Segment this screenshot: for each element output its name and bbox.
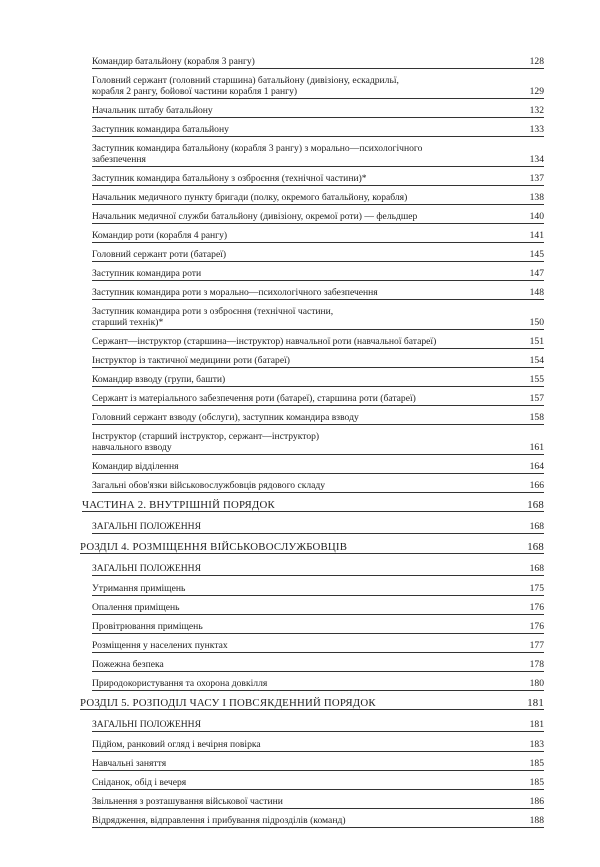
- toc-entry-title: Головний сержант (головний старшина) батальйону (дивізіону, ескадрильї,: [92, 75, 399, 86]
- toc-entry-title: Звільнення з розташування військової частини: [92, 796, 283, 807]
- toc-leader-line: [92, 770, 544, 771]
- toc-entry-title: Заступник командира роти: [92, 268, 202, 279]
- toc-page-number: 178: [529, 659, 544, 670]
- toc-page-number: 176: [529, 602, 544, 613]
- toc-leader-line: [92, 280, 544, 281]
- toc-page-number: 157: [529, 393, 544, 404]
- toc-page-number: 151: [529, 336, 544, 347]
- toc-leader-line: [92, 299, 544, 300]
- toc-entry[interactable]: [0, 541, 600, 563]
- toc-entry-title: Відрядження, відправлення і прибування підрозділів (команд): [92, 815, 346, 826]
- toc-entry-title: Сержант із матеріального забезпечення роти (батареї), старшина роти (батареї): [92, 393, 416, 404]
- toc-leader-line: [92, 424, 544, 425]
- toc-entry-title: Сержант—інструктор (старшина—інструктор) навчальної роти (навчальної батареї): [92, 336, 437, 347]
- toc-entry[interactable]: [0, 719, 600, 739]
- toc-page-number: 164: [529, 461, 544, 472]
- toc-leader-line: [92, 652, 544, 653]
- toc-leader-line: [92, 614, 544, 615]
- toc-entry-title: Провітрювання приміщень: [92, 621, 203, 632]
- toc-entry[interactable]: [0, 412, 600, 431]
- toc-entry[interactable]: [0, 640, 600, 659]
- toc-page-number: 154: [529, 355, 544, 366]
- toc-entry-title: Головний сержант роти (батареї): [92, 249, 227, 260]
- toc-page-number: 161: [529, 442, 544, 453]
- toc-entry[interactable]: [0, 105, 600, 124]
- toc-leader-line: [92, 731, 544, 732]
- toc-entry[interactable]: [0, 393, 600, 412]
- toc-entry[interactable]: [0, 815, 600, 834]
- toc-leader-line: [92, 98, 544, 99]
- toc-leader-line: [92, 575, 544, 576]
- toc-leader-line: [92, 367, 544, 368]
- toc-page-number: 138: [529, 192, 544, 203]
- toc-entry[interactable]: [0, 56, 600, 75]
- toc-entry-title: ЗАГАЛЬНІ ПОЛОЖЕННЯ: [92, 719, 201, 730]
- toc-page-number: 137: [529, 173, 544, 184]
- toc-page-number: 155: [529, 374, 544, 385]
- toc-leader-line: [80, 553, 544, 554]
- toc-page-number: 145: [529, 249, 544, 260]
- toc-entry[interactable]: [0, 211, 600, 230]
- toc-leader-line: [92, 789, 544, 790]
- toc-entry[interactable]: [0, 336, 600, 355]
- toc-entry-title: Інструктор із тактичної медицини роти (батареї): [92, 355, 290, 366]
- toc-entry-title: забезпечення: [92, 154, 146, 165]
- toc-page-number: 183: [529, 739, 544, 750]
- toc-entry[interactable]: [0, 173, 600, 192]
- toc-entry-title: Заступник командира роти з морально—психологічного забезпечення: [92, 287, 378, 298]
- toc-entry[interactable]: [0, 583, 600, 602]
- toc-page-number: 168: [527, 541, 544, 553]
- toc-leader-line: [92, 690, 544, 691]
- toc-leader-line: [92, 751, 544, 752]
- toc-entry[interactable]: [0, 268, 600, 287]
- toc-leader-line: [92, 166, 544, 167]
- toc-page-number: 168: [527, 499, 544, 511]
- toc-entry-title: ЧАСТИНА 2. ВНУТРІШНІЙ ПОРЯДОК: [82, 499, 275, 511]
- toc-entry[interactable]: [0, 249, 600, 268]
- toc-leader-line: [92, 185, 544, 186]
- toc-page-number: 176: [529, 621, 544, 632]
- toc-page-number: 147: [529, 268, 544, 279]
- toc-leader-line: [92, 671, 544, 672]
- toc-entry-title: Утримання приміщень: [92, 583, 186, 594]
- toc-page-number: 132: [529, 105, 544, 116]
- toc-page-number: 185: [529, 758, 544, 769]
- toc-page-number: 177: [529, 640, 544, 651]
- toc-page-number: 181: [527, 697, 544, 709]
- toc-leader-line: [92, 386, 544, 387]
- toc-entry[interactable]: [0, 563, 600, 583]
- toc-entry-title: корабля 2 рангу, бойової частини корабля 1 рангу): [92, 86, 298, 97]
- toc-leader-line: [92, 473, 544, 474]
- toc-leader-line: [92, 329, 544, 330]
- toc-leader-line: [92, 261, 544, 262]
- toc-page-number: 140: [529, 211, 544, 222]
- toc-page-number: 168: [529, 563, 544, 574]
- toc-entry-title: Підйом, ранковий огляд і вечірня повірка: [92, 739, 261, 750]
- toc-page-number: 133: [529, 124, 544, 135]
- toc-entry[interactable]: [0, 777, 600, 796]
- toc-entry-title: Інструктор (старший інструктор, сержант—інструктор): [92, 431, 320, 442]
- toc-leader-line: [92, 492, 544, 493]
- toc-page-number: 128: [529, 56, 544, 67]
- toc-page-number: 185: [529, 777, 544, 788]
- toc-entry-title: Пожежна безпека: [92, 659, 164, 670]
- toc-entry[interactable]: [0, 461, 600, 480]
- toc-page-number: 168: [529, 521, 544, 532]
- toc-page-number: 141: [529, 230, 544, 241]
- toc-entry[interactable]: [0, 697, 600, 719]
- toc-leader-line: [92, 533, 544, 534]
- toc-leader-line: [92, 405, 544, 406]
- toc-entry[interactable]: [0, 659, 600, 678]
- toc-page-number: 181: [529, 719, 544, 730]
- toc-entry[interactable]: [0, 602, 600, 621]
- toc-entry-title: Опалення приміщень: [92, 602, 180, 613]
- toc-entry-title: Командир відділення: [92, 461, 179, 472]
- toc-entry-title: Головний сержант взводу (обслуги), заступник командира взводу: [92, 412, 359, 423]
- toc-entry-title: ЗАГАЛЬНІ ПОЛОЖЕННЯ: [92, 521, 201, 532]
- toc-entry[interactable]: [0, 480, 600, 499]
- toc-entry-title: Начальник медичної служби батальйону (дивізіону, окремої роти) — фельдшер: [92, 211, 418, 222]
- toc-entry[interactable]: [0, 521, 600, 541]
- toc-entry[interactable]: [0, 124, 600, 143]
- toc-entry[interactable]: [0, 287, 600, 306]
- toc-entry-title: Командир взводу (групи, башти): [92, 374, 226, 385]
- toc-leader-line: [92, 454, 544, 455]
- toc-entry[interactable]: [0, 306, 600, 336]
- toc-leader-line: [92, 348, 544, 349]
- toc-entry-title: Загальні обов'язки військовослужбовців рядового складу: [92, 480, 326, 491]
- toc-page-number: 129: [529, 86, 544, 97]
- toc-entry-title: Начальник штабу батальйону: [92, 105, 213, 116]
- toc-entry[interactable]: [0, 230, 600, 249]
- toc-entry-title: РОЗДІЛ 4. РОЗМІЩЕННЯ ВІЙСЬКОВОСЛУЖБОВЦІВ: [80, 541, 348, 553]
- toc-entry-title: Заступник командира батальйону з озброєння (технічної частини)*: [92, 173, 367, 184]
- toc-leader-line: [92, 242, 544, 243]
- toc-leader-line: [92, 68, 544, 69]
- toc-entry-title: Навчальні заняття: [92, 758, 167, 769]
- toc-entry[interactable]: [0, 143, 600, 173]
- toc-leader-line: [92, 204, 544, 205]
- toc-leader-line: [92, 827, 544, 828]
- toc-entry[interactable]: [0, 796, 600, 815]
- toc-entry-title: Природокористування та охорона довкілля: [92, 678, 268, 689]
- toc-page-number: 158: [529, 412, 544, 423]
- toc-leader-line: [92, 633, 544, 634]
- toc-leader-line: [92, 223, 544, 224]
- toc-entry-title: РОЗДІЛ 5. РОЗПОДІЛ ЧАСУ І ПОВСЯКДЕННИЙ ПОРЯДОК: [80, 697, 376, 709]
- toc-entry-title: Заступник командира батальйону: [92, 124, 229, 135]
- toc-entry-title: Розміщення у населених пунктах: [92, 640, 228, 651]
- toc-entry-title: Командир батальйону (корабля 3 рангу): [92, 56, 255, 67]
- toc-leader-line: [92, 595, 544, 596]
- toc-page-number: 166: [529, 480, 544, 491]
- toc-entry[interactable]: [0, 739, 600, 758]
- toc-entry-title: Начальник медичного пункту бригади (полку, окремого батальйону, корабля): [92, 192, 408, 203]
- toc-leader-line: [92, 117, 544, 118]
- toc-entry-title: Командир роти (корабля 4 рангу): [92, 230, 228, 241]
- toc-entry[interactable]: [0, 678, 600, 697]
- toc-leader-line: [80, 709, 544, 710]
- toc-page-number: 188: [529, 815, 544, 826]
- toc-page-number: 134: [529, 154, 544, 165]
- toc-leader-line: [92, 136, 544, 137]
- toc-page-number: 186: [529, 796, 544, 807]
- toc-leader-line: [82, 511, 544, 512]
- toc-entry[interactable]: [0, 192, 600, 211]
- toc-page-number: 150: [529, 317, 544, 328]
- toc-page-number: 175: [529, 583, 544, 594]
- toc-entry[interactable]: [0, 374, 600, 393]
- toc-page-number: 148: [529, 287, 544, 298]
- toc-entry-title: Заступник командира батальйону (корабля 3 рангу) з морально—психологічного: [92, 143, 423, 154]
- toc-entry-title: навчального взводу: [92, 442, 172, 453]
- toc-entry-title: Заступник командира роти з озброєння (технічної частини,: [92, 306, 334, 317]
- toc-entry[interactable]: [0, 355, 600, 374]
- toc-entry-title: ЗАГАЛЬНІ ПОЛОЖЕННЯ: [92, 563, 201, 574]
- toc-entry-title: старший технік)*: [92, 317, 164, 328]
- toc-entry[interactable]: [0, 621, 600, 640]
- toc-page-number: 180: [529, 678, 544, 689]
- toc-entry[interactable]: [0, 431, 600, 461]
- toc-entry[interactable]: [0, 758, 600, 777]
- toc-entry[interactable]: [0, 499, 600, 521]
- toc-entry[interactable]: [0, 75, 600, 105]
- toc-entry-title: Сніданок, обід і вечеря: [92, 777, 187, 788]
- toc-leader-line: [92, 808, 544, 809]
